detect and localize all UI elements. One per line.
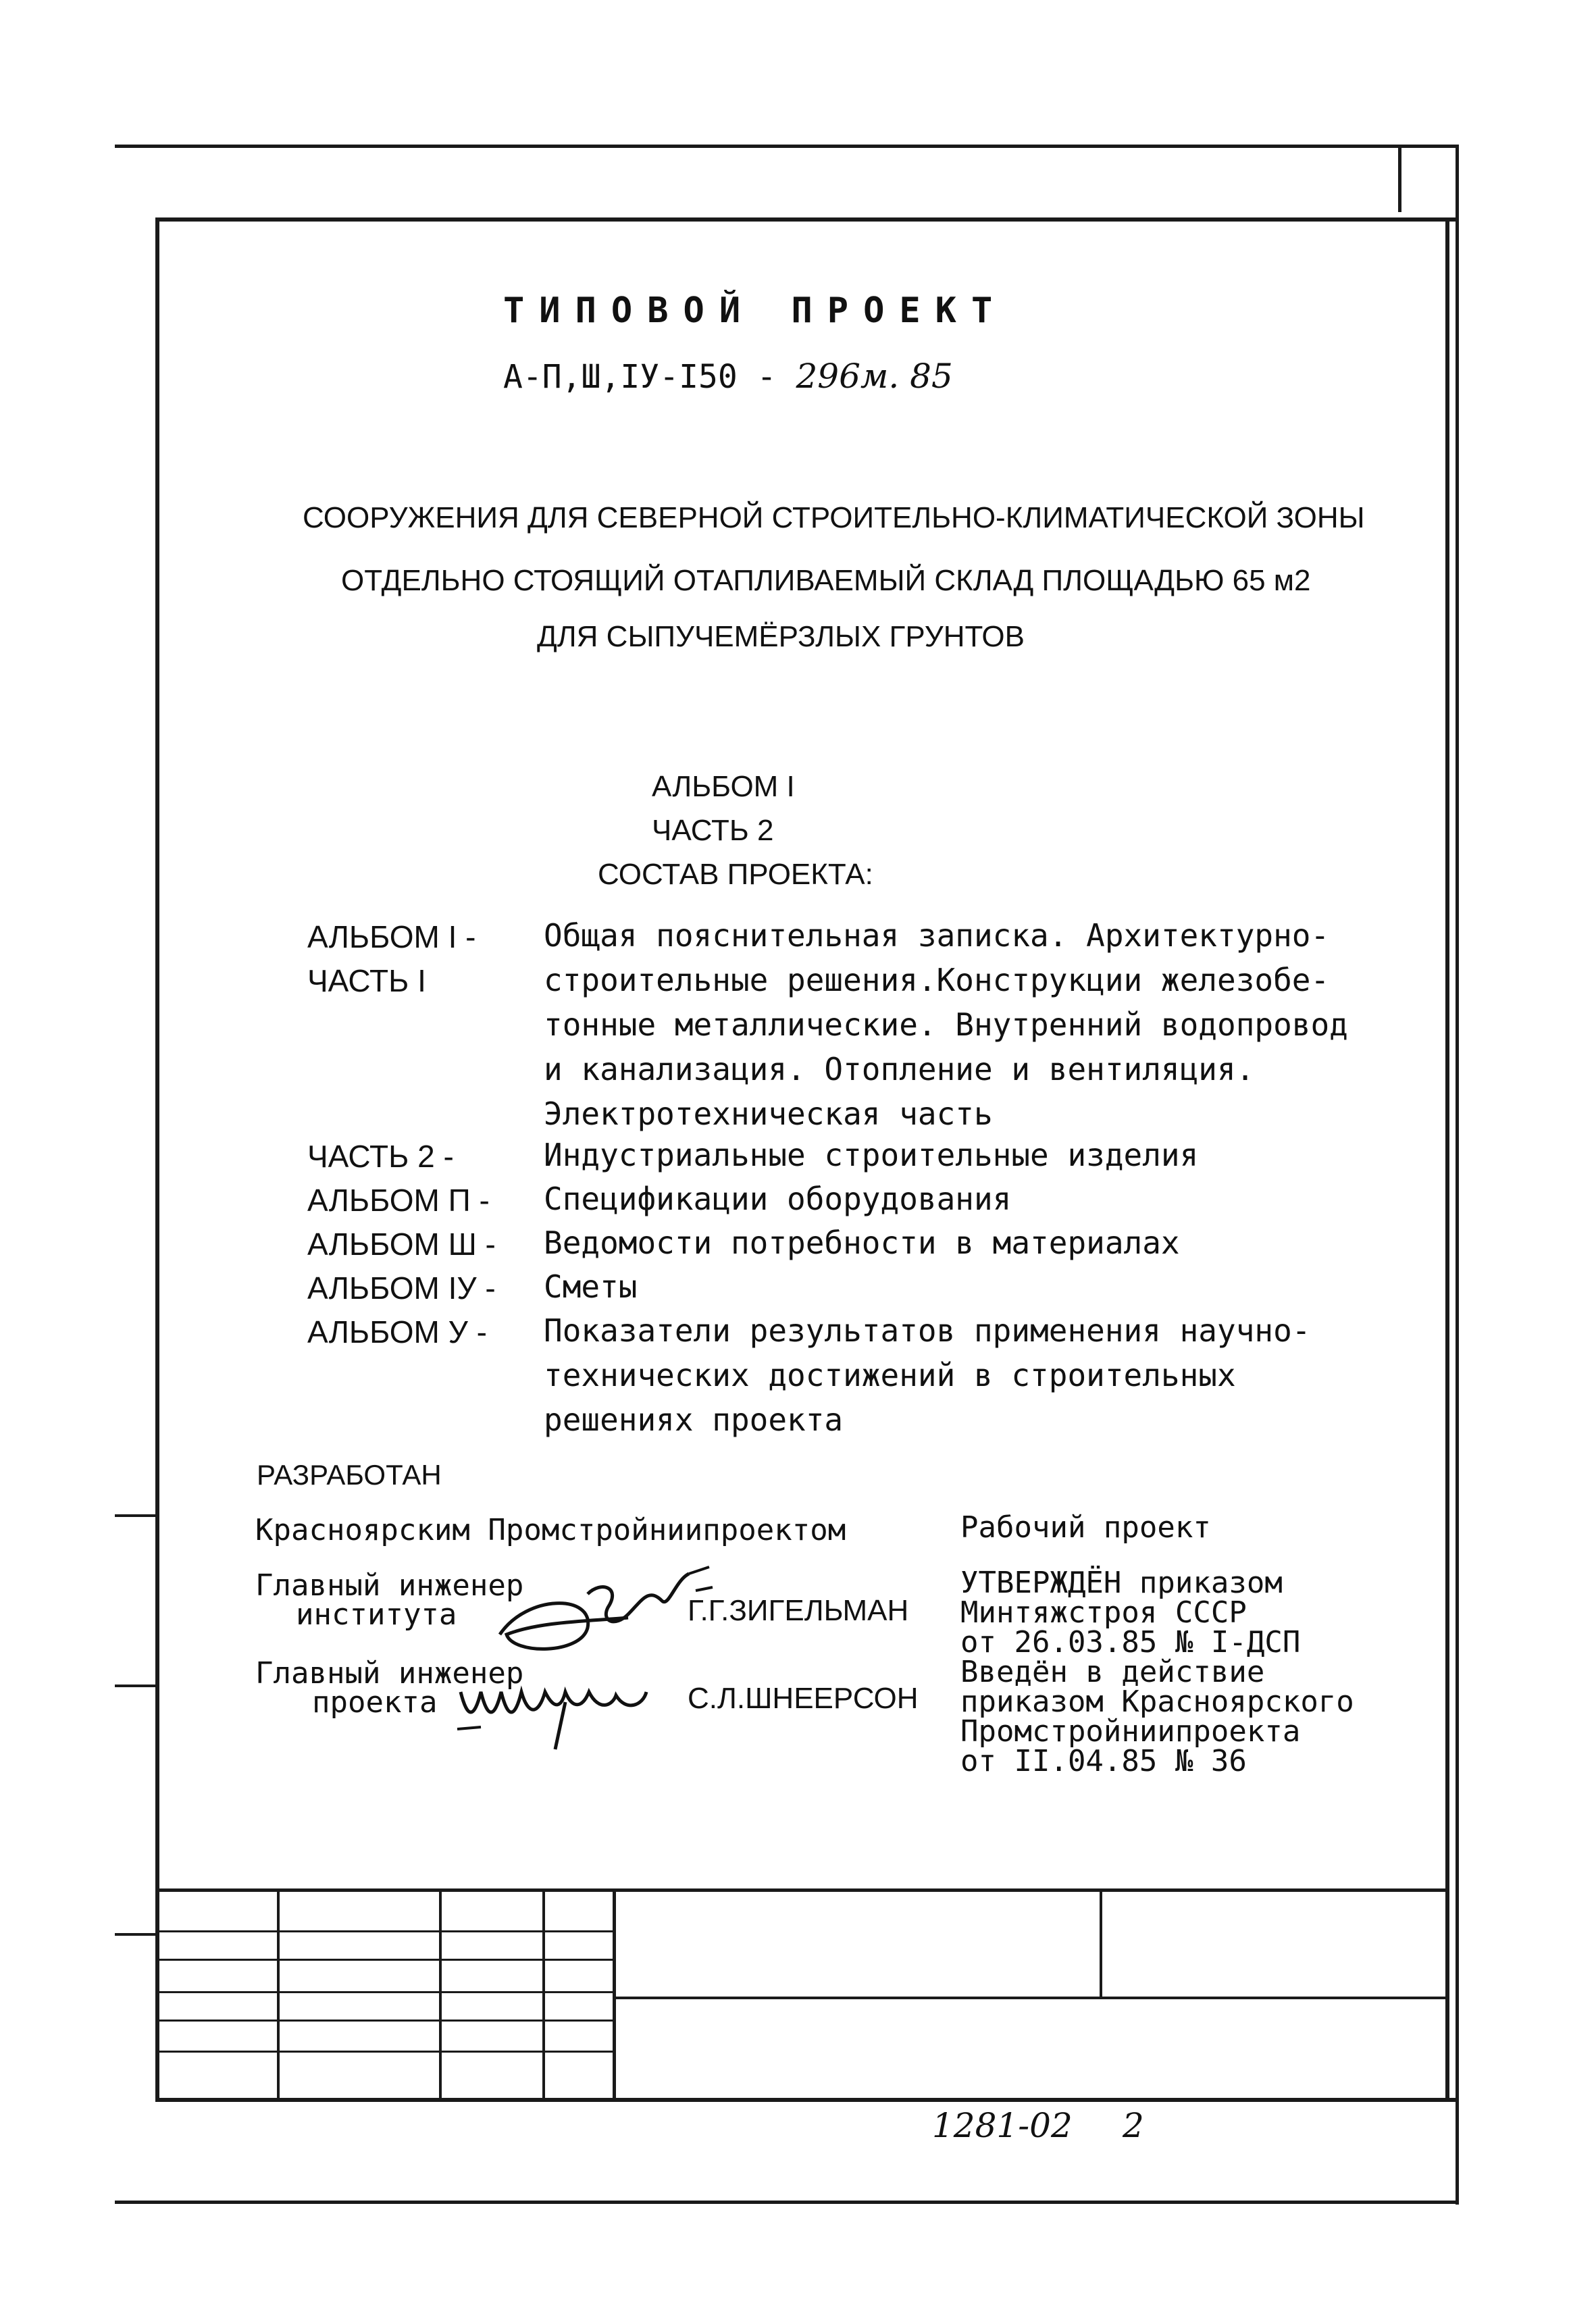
composition-desc: Ведомости потребности в материалах — [544, 1225, 1180, 1261]
chief-engineer-institute-name: Г.Г.ЗИГЕЛЬМАН — [688, 1594, 909, 1627]
page-number: 2 — [1123, 2106, 1144, 2145]
margin-tick — [115, 1514, 157, 1517]
project-code — [503, 357, 953, 396]
composition-key: АЛЬБОМ У - — [307, 1314, 487, 1349]
frame-right — [1445, 217, 1449, 2102]
frame-left — [155, 217, 159, 2102]
composition-key-2: ЧАСТЬ I — [307, 963, 426, 998]
composition-key: АЛЬБОМ I - — [307, 919, 476, 954]
sheet-code: 1281-02 — [932, 2106, 1073, 2145]
chief-engineer-institute-line2: института — [296, 1597, 457, 1632]
margin-tick — [115, 1933, 157, 1936]
composition-key: АЛЬБОМ IУ - — [307, 1270, 496, 1306]
contents-heading: СОСТАВ ПРОЕКТА: — [598, 858, 873, 891]
document-title: ТИПОВОЙ ПРОЕКТ — [503, 290, 1008, 331]
composition-desc: Спецификации оборудования — [544, 1181, 1012, 1217]
object-line-3: ДЛЯ СЫПУЧЕМЁРЗЛЫХ ГРУНТОВ — [537, 620, 1025, 653]
project-code-handwritten: 296м. 85 — [796, 357, 953, 396]
album-label: АЛЬБОМ I — [652, 770, 795, 803]
composition-desc: Сметы — [544, 1268, 638, 1305]
chief-engineer-project-name: С.Л.ШНЕЕРСОН — [688, 1682, 919, 1715]
composition-desc: Индустриальные строительные изделия — [544, 1137, 1199, 1173]
margin-tick — [115, 1685, 157, 1687]
approval-block: Рабочий проект УТВЕРЖДЁН приказом Минтяжстроя СССР от 26.03.85 № I-ДСП Введён в действие приказом Красноярского Промстройниипроекта от II.04.85 № 36 — [960, 1510, 1354, 1778]
part-label: ЧАСТЬ 2 — [652, 814, 774, 847]
top-outer-line — [115, 145, 1459, 148]
frame-top — [155, 217, 1456, 222]
developer-heading: РАЗРАБОТАН — [257, 1459, 442, 1491]
signature-shneerson — [454, 1651, 684, 1753]
composition-desc: Общая пояснительная записка. Архитектурно- строительные решения.Конструкции железобе- тонные металлические. Внутренний водопровод и канализация. Отопление и вентиляция. Электротехническая часть — [544, 917, 1348, 1132]
frame-bottom — [155, 2098, 1456, 2102]
bottom-outer-line — [115, 2201, 1459, 2204]
chief-engineer-project-line1: Главный инженер — [255, 1656, 524, 1691]
composition-key: АЛЬБОМ П - — [307, 1183, 490, 1218]
chief-engineer-project-line2: проекта — [312, 1685, 438, 1720]
developer-org: Красноярским Промстройниипроектом — [255, 1513, 846, 1547]
object-line-1: СООРУЖЕНИЯ ДЛЯ СЕВЕРНОЙ СТРОИТЕЛЬНО-КЛИМАТИЧЕСКОЙ ЗОНЫ — [303, 501, 1365, 534]
composition-key: АЛЬБОМ Ш - — [307, 1227, 496, 1262]
object-line-2: ОТДЕЛЬНО СТОЯЩИЙ ОТАПЛИВАЕМЫЙ СКЛАД ПЛОЩАДЬЮ 65 м2 — [341, 564, 1311, 597]
composition-key: ЧАСТЬ 2 - — [307, 1139, 454, 1174]
right-outer-line — [1456, 145, 1459, 2205]
chief-engineer-institute-line1: Главный инженер — [255, 1568, 524, 1603]
composition-desc: Показатели результатов применения научно- технических достижений в строительных решениях проекта — [544, 1312, 1311, 1438]
project-code-printed: А-П,Ш,IУ-I50 - — [503, 358, 777, 396]
right-stub-line — [1398, 145, 1401, 212]
